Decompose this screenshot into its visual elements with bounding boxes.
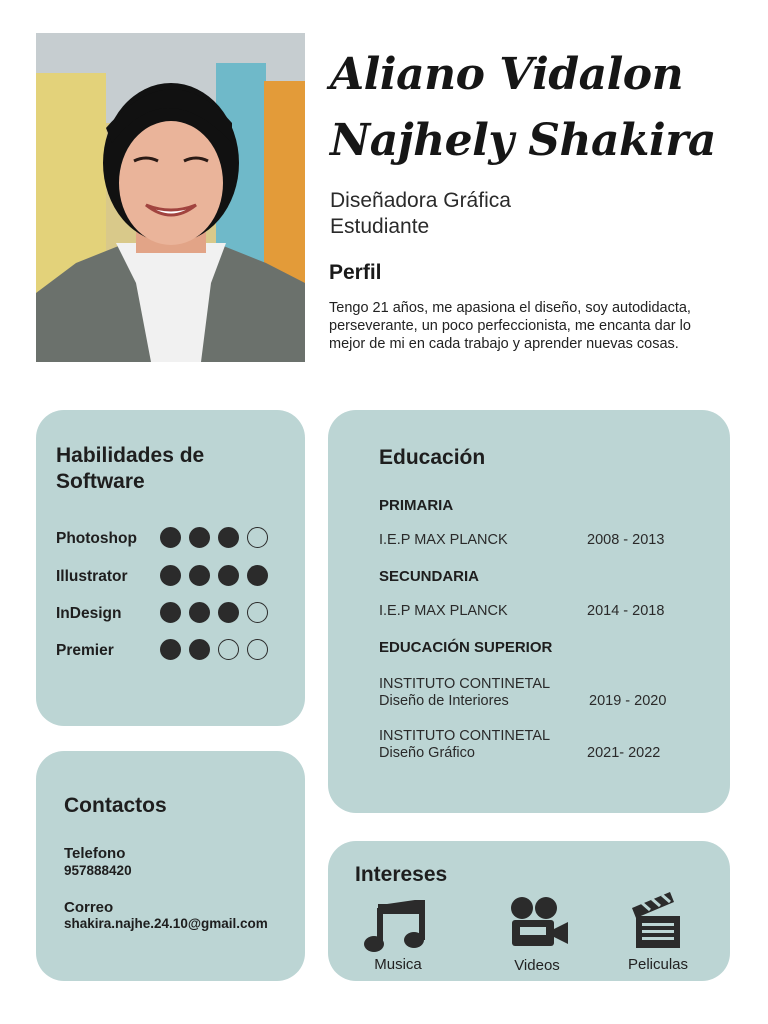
skill-rating xyxy=(160,565,268,586)
role-line-1: Diseñadora Gráfica xyxy=(330,189,511,212)
profile-photo xyxy=(36,33,305,362)
edu-years: 2008 - 2013 xyxy=(587,532,665,548)
role-line-2: Estudiante xyxy=(330,215,430,238)
edu-institution: I.E.P MAX PLANCK xyxy=(379,603,508,619)
rating-dot-filled xyxy=(189,527,210,548)
rating-dot-empty xyxy=(247,639,268,660)
video-camera-icon xyxy=(506,896,570,952)
skill-premier xyxy=(56,639,296,663)
skill-rating xyxy=(160,639,268,660)
rating-dot-filled xyxy=(247,565,268,586)
skill-label: Photoshop xyxy=(56,530,137,547)
full-name xyxy=(330,42,716,174)
skill-indesign xyxy=(56,602,296,626)
edu-institution: INSTITUTO CONTINETAL xyxy=(379,728,551,744)
edu-section-title: EDUCACIÓN SUPERIOR xyxy=(379,639,553,656)
rating-dot-filled xyxy=(218,527,239,548)
clapperboard-icon xyxy=(628,890,692,946)
rating-dot-empty xyxy=(247,527,268,548)
name-line-2: Najhely Shakira xyxy=(330,115,716,166)
perfil-text: Tengo 21 años, me apasiona el diseño, soy autodidacta, perseverante, un poco perfeccionista, me encanta dar lo mejor de mi en cada trabajo y aprender nuevas cosas. xyxy=(329,300,691,352)
rating-dot-filled xyxy=(160,602,181,623)
education-heading: Educación xyxy=(379,446,486,469)
edu-section-title: PRIMARIA xyxy=(379,497,454,514)
phone-value: 957888420 xyxy=(64,863,132,878)
rating-dot-filled xyxy=(218,565,239,586)
email-label: Correo xyxy=(64,899,114,916)
skill-label: Illustrator xyxy=(56,568,128,585)
rating-dot-empty xyxy=(218,639,239,660)
name-line-1: Aliano Vidalon xyxy=(330,49,684,100)
edu-institution: I.E.P MAX PLANCK xyxy=(379,532,508,548)
edu-institution: INSTITUTO CONTINETAL xyxy=(379,676,551,692)
edu-program: Diseño de Interiores xyxy=(379,693,509,709)
rating-dot-filled xyxy=(160,565,181,586)
rating-dot-filled xyxy=(189,639,210,660)
interest-label: Musica xyxy=(374,956,422,973)
edu-program: Diseño Gráfico xyxy=(379,745,475,761)
skill-rating xyxy=(160,602,268,623)
rating-dot-filled xyxy=(160,639,181,660)
music-note-icon xyxy=(364,900,428,956)
skill-rating xyxy=(160,527,268,548)
edu-section-title: SECUNDARIA xyxy=(379,568,480,585)
skill-label: InDesign xyxy=(56,605,122,622)
edu-years: 2014 - 2018 xyxy=(587,603,665,619)
rating-dot-filled xyxy=(218,602,239,623)
contacts-heading: Contactos xyxy=(64,794,167,817)
perfil-heading: Perfil xyxy=(329,261,382,284)
edu-years: 2019 - 2020 xyxy=(589,693,667,709)
skill-photoshop xyxy=(56,527,296,551)
edu-years: 2021- 2022 xyxy=(587,745,661,761)
email-value: shakira.najhe.24.10@gmail.com xyxy=(64,916,268,931)
rating-dot-filled xyxy=(160,527,181,548)
interest-label: Videos xyxy=(514,957,560,974)
skill-illustrator xyxy=(56,565,296,589)
interest-label: Peliculas xyxy=(627,956,689,973)
rating-dot-empty xyxy=(247,602,268,623)
phone-label: Telefono xyxy=(64,845,126,862)
rating-dot-filled xyxy=(189,602,210,623)
interests-heading: Intereses xyxy=(355,863,448,886)
role xyxy=(330,188,511,240)
rating-dot-filled xyxy=(189,565,210,586)
skills-heading: Habilidades de Software xyxy=(56,444,205,493)
skill-label: Premier xyxy=(56,642,114,659)
